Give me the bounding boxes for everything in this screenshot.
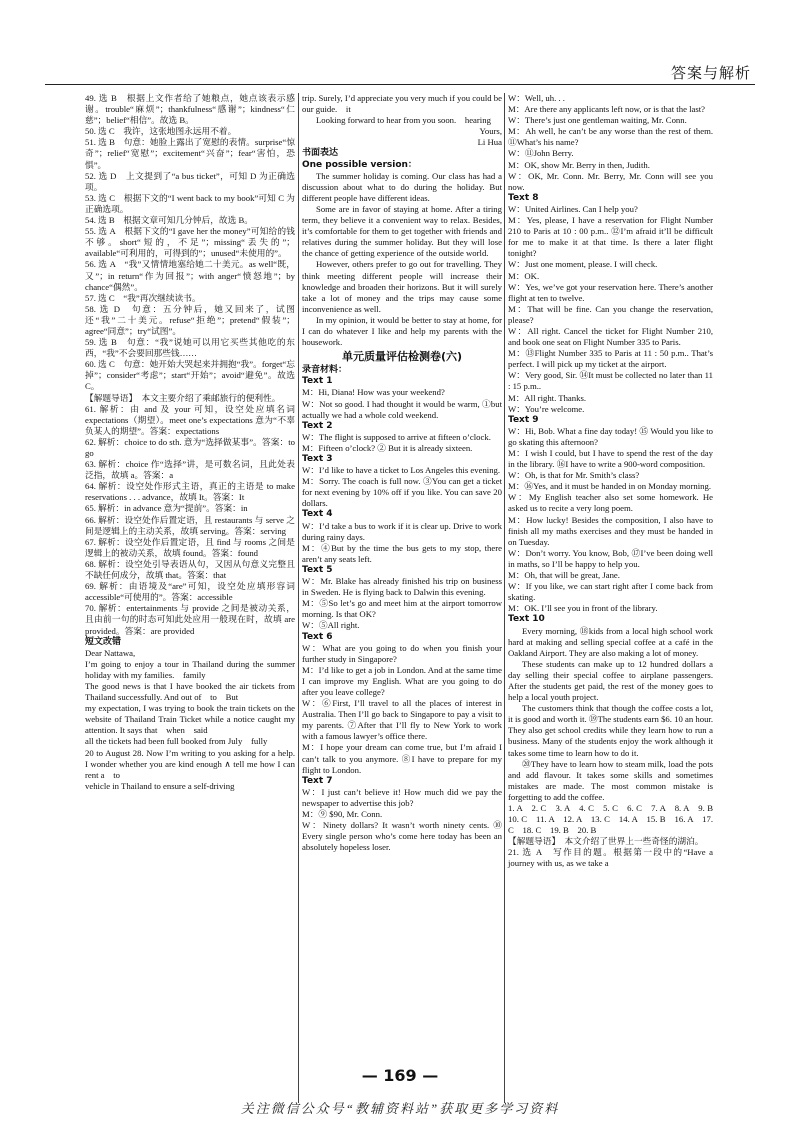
col1-paragraph: 69. 解析：由语境及“are”可知，设空处应填形容词 accessible“可使用的”。答案：accessible	[85, 581, 295, 603]
col2-paragraph: W：I just can’t believe it! How much did we pay the newspaper to advertise this job?	[302, 786, 502, 808]
col1-paragraph: 52. 选 D 上文提到了“a bus ticket”，可知 D 为正确选项。	[85, 170, 295, 192]
col3-paragraph: W：⑪John Berry.	[508, 148, 574, 159]
col1-paragraph: I’m going to enjoy a tour in Thailand during the summer holiday with my families. family	[85, 658, 295, 680]
col3-paragraph: W：Well, uh. . .	[508, 93, 565, 103]
col2-paragraph: M：⑤So let’s go and meet him at the airport tomorrow morning. Is that OK?	[302, 598, 502, 620]
col3-paragraph: M：How lucky! Besides the composition, I also have to finish all my maths exercises and they must be handed in on Tuesday.	[508, 514, 713, 547]
col2-paragraph: Text 1	[302, 376, 333, 387]
column-right	[508, 93, 722, 870]
col2-paragraph: The summer holiday is coming. Our class has had a discussion about what to do during the holiday. But different people have different ideas.	[302, 170, 502, 203]
col3-paragraph: M：I wish I could, but I have to spend the rest of the day in the library. ⑯I have to write a 900-word composition.	[508, 448, 713, 470]
col3-paragraph: W：Don’t worry. You know, Bob, ⑰I’ve been doing well in maths, so I’ll be happy to help you.	[508, 547, 713, 569]
col2-paragraph: M：Hi, Diana! How was your weekend?	[302, 387, 445, 398]
col2-paragraph: W：I’d like to have a ticket to Los Angeles this evening.	[302, 465, 501, 476]
col3-paragraph: M：OK, show Mr. Berry in then, Judith.	[508, 159, 650, 170]
col2-paragraph: M：I’d like to get a job in London. And at the same time I can improve my English. What are you going to do after you leave college?	[302, 664, 502, 697]
col1-paragraph: 51. 选 B 句意：她脸上露出了宽慰的表情。surprise“惊奇”；relief“宽慰”；excitement“兴奋”；fear“害怕，恐惧”。	[85, 137, 295, 170]
col2-paragraph: W：Mr. Blake has already finished his trip on business in Sweden. He is flying back to Dalwin this evening.	[302, 576, 502, 598]
col3-paragraph: W：Oh, is that for Mr. Smith’s class?	[508, 470, 640, 481]
col2-paragraph: 单元质量评估检测卷(六)	[341, 350, 463, 364]
col3-paragraph: M：Are there any applicants left now, or is that the last?	[508, 104, 706, 115]
column-divider	[504, 93, 505, 1103]
col3-paragraph: 1. A 2. C 3. A 4. C 5. C 6. C 7. A 8. A 9. B 10. C 11. A 12. A 13. C 14. A 15. B 16. A 17. C 18. C 19. B 20. B	[508, 803, 722, 836]
col2-paragraph: M：I hope your dream can come true, but I’m afraid I can’t talk to you anymore. ⑧I have to prepare for my flight to London.	[302, 742, 502, 775]
col3-paragraph: These students can make up to 12 hundred dollars a day selling their special coffee to airplane passengers. After the students get paid, the rest of the money goes to help a local youth project.	[508, 658, 713, 703]
col2-paragraph: W：Not so good. I had thought it would be warm, ①but actually we had a whole cold weekend.	[302, 398, 502, 420]
col1-paragraph: 短文改错	[85, 636, 122, 647]
footer-note: 关注微信公众号“教辅资料站”获取更多学习资料	[240, 1101, 560, 1116]
col1-paragraph: my expectation, I was trying to book the train tickets on the website of Thailand Train Ticket while a notice caught my attention. It says that when said	[85, 703, 295, 736]
col2-paragraph: Some are in favor of staying at home. After a tiring term, they believe it a convenient way to relax. Besides, it’s comfortable for them to get together with friends and relatives during the summer holiday. But they will lose the chance of getting experience of the outside world.	[302, 203, 502, 259]
col2-paragraph: 录音材料：	[302, 365, 348, 376]
col3-paragraph: M：All right. Thanks.	[508, 392, 587, 403]
col2-paragraph: W：I’d take a bus to work if it is clear up. Drive to work during rainy days.	[302, 520, 502, 542]
col2-paragraph: W：Ninety dollars? It wasn’t worth ninety cents. ⑩ Every single person who’s come here today has been an absolutely hopeless loser.	[302, 820, 502, 853]
col3-paragraph: Text 10	[508, 614, 545, 625]
column-left	[85, 93, 295, 792]
col2-paragraph: M：Fifteen o’clock? ② But it is already sixteen.	[302, 442, 473, 453]
col3-paragraph: W：You’re welcome.	[508, 403, 585, 414]
col2-paragraph: Yours,	[479, 126, 502, 137]
col3-paragraph: ⑳They have to learn how to steam milk, load the pots and add flavour. It takes some skills and sometimes mistakes are made. The most common mistake is forgetting to add the coffee.	[508, 758, 713, 802]
col2-paragraph: One possible version：	[302, 159, 417, 170]
col2-paragraph: Looking forward to hear from you soon. hearing	[316, 115, 491, 126]
col1-paragraph: vehicle in Thailand to ensure a self-driving	[85, 780, 235, 791]
col1-paragraph: 54. 选 B 根据文章可知几分钟后，故选 B。	[85, 215, 253, 226]
col1-paragraph: Dear Nattawa,	[85, 647, 136, 658]
col3-paragraph: M：That will be fine. Can you change the reservation, please?	[508, 303, 713, 325]
col1-paragraph: 56. 选 A “我”又情情地塞给她二十美元。as well“既，又”；in return“作为回报”；with anger“愤怒地”；by chance“偶然”。	[85, 259, 295, 292]
col2-paragraph: M：⑨ $90, Mr. Conn.	[302, 809, 383, 819]
col3-paragraph: M：Oh, that will be great, Jane.	[508, 570, 620, 581]
col1-paragraph: 【解题导语】 本文主要介绍了乘邮旅行的便利性。	[85, 392, 281, 403]
col2-paragraph: However, others prefer to go out for travelling. They think meeting different people will increase their knowledge and broaden their horizons. But it will surely take a lot of money and the trips may cause some inconvenience as well.	[302, 259, 502, 314]
col2-paragraph: Text 5	[302, 564, 333, 575]
col1-paragraph: all the tickets had been full booked from July fully	[85, 736, 268, 747]
page-header	[45, 58, 755, 85]
col2-paragraph: Text 7	[302, 775, 333, 786]
col1-paragraph: 49. 选 B 根据上文作者给了她粮点，她点该表示感谢。trouble“麻烦”；thankfulness“感谢”；kindness“仁慈”；belief“相信”。故选 B。	[85, 93, 295, 126]
col3-paragraph: W：There’s just one gentleman waiting, Mr. Conn.	[508, 115, 687, 126]
col2-paragraph: Text 4	[302, 509, 333, 520]
col3-paragraph: The customers think that though the coffee costs a lot, it is good and worth it. ⑲The students earn $6. 10 an hour. They also get school credits while they learn how to run a business. Many of the students enjoy the work although it takes some time to learn how to do it.	[508, 703, 713, 758]
col3-paragraph: M：Ah well, he can’t be any worse than the rest of them. ⑪What’s his name?	[508, 126, 713, 148]
col3-paragraph: W：Just one moment, please. I will check.	[508, 259, 658, 270]
page-number: — 169 —	[361, 1066, 439, 1085]
col1-paragraph: 60. 选 C 句意：她开始大哭起来并拥抱“我”。forget“忘掉”；consider“考虑”；start“开始”；avoid“避免”。故选 C。	[85, 359, 295, 392]
col3-paragraph: W：If you like, we can start right after I come back from skating.	[508, 581, 713, 603]
col3-paragraph: M：OK. I’ll see you in front of the library.	[508, 603, 658, 614]
col2-paragraph: Text 6	[302, 631, 333, 642]
col1-paragraph: 63. 解析：choice 作“选择”讲，是可数名词，且此处表泛指，故填 a。答案：a	[85, 459, 295, 481]
col3-paragraph: M：⑯Yes, and it must be handed in on Monday morning.	[508, 481, 712, 492]
col3-paragraph: W：Very good, Sir. ⑭It must be collected no later than 11 : 15 p.m..	[508, 370, 713, 392]
col2-paragraph: trip. Surely, I’d appreciate you very much if you could be our guide. it	[302, 93, 502, 115]
col3-paragraph: W：Hi, Bob. What a fine day today! ⑮ Would you like to go skating this afternoon?	[508, 425, 713, 447]
col1-paragraph: 61. 解析：由 and 及 your 可知，设空处应填名词 expectations（期望）。meet one’s expectations 意为“不辜负某人的期望”。答案：expectations	[85, 403, 295, 436]
col2-paragraph: M：Sorry. The coach is full now. ③You can get a ticket for next evening by 10% off if you like. You can save 20 dollars.	[302, 476, 502, 509]
col2-paragraph: Text 2	[302, 420, 333, 431]
col2-paragraph: M：④But by the time the bus gets to my stop, there aren’t any seats left.	[302, 542, 502, 564]
col1-paragraph: 66. 解析：设空处作后置定语，且 restaurants 与 serve 之间是逻辑上的主动关系，故填 serving。答案：serving	[85, 514, 295, 536]
col2-paragraph: W：⑥First, I’ll travel to all the places of interest in Australia. Then I’ll go back to Singapore to pay a visit to my parents. ⑦After that I’ll fly to New York to work with a famous lawyer’s office there.	[302, 698, 502, 742]
col2-paragraph: Li Hua	[477, 137, 502, 148]
col2-paragraph: Text 3	[302, 454, 333, 464]
col3-paragraph: W：United Airlines. Can I help you?	[508, 203, 638, 214]
col2-paragraph: W：What are you going to do when you finish your further study in Singapore?	[302, 642, 502, 664]
col3-paragraph: Every morning, ⑱kids from a local high school work hard at making and selling special coffee at a café in the Oakland Airport. They are also making a lot of money.	[508, 625, 713, 658]
col3-paragraph: Text 9	[508, 414, 539, 425]
col3-paragraph: W：My English teacher also set some homework. He asked us to recite a very long poem.	[508, 492, 713, 514]
col1-paragraph: 20 to August 28. Now I’m writing to you asking for a help. I wonder whether you are kind enough ∧ tell me how I can rent a to	[85, 747, 295, 780]
col3-paragraph: 21. 选 A 写作目的题。根据第一段中的“Have a journey with us, as we take a	[508, 847, 713, 869]
col3-paragraph: M：Yes, please, I have a reservation for Flight Number 210 to Paris at 10 : 00 p.m.. ⑫I’m afraid it’ll be difficult for me to make it at that time. Is there a later flight tonight?	[508, 215, 713, 259]
col1-paragraph: 55. 选 A 根据下文的“I gave her the money”可知给的钱不够。short“短的，不足”；missing“丢失的”；available“可利用的，可得到的”；unused“未使用的”。	[85, 226, 295, 259]
col2-paragraph: In my opinion, it would be better to stay at home, for I can do whatever I like and help my parents with the housework.	[302, 314, 502, 348]
column-middle	[302, 93, 502, 853]
col3-paragraph: W：All right. Cancel the ticket for Flight Number 210, and book one seat on Flight Number 335 to Paris.	[508, 325, 713, 348]
col3-paragraph: M：⑬Flight Number 335 to Paris at 11 : 50 p.m.. That’s perfect. I will pick up my ticket at the airport.	[508, 348, 713, 370]
col3-paragraph: 【解题导语】 本文介绍了世界上一些奇怪的湖泊。	[508, 836, 704, 847]
col1-paragraph: 70. 解析：entertainments 与 provide 之间是被动关系，且由前一句的时态可知此处应用一般现在时，故填 are provided。答案：are provided	[85, 603, 295, 636]
col1-paragraph: 58. 选 D 句意：五分钟后，她又回来了，试图还“我”二十美元。refuse“拒绝”；pretend“假装”；agree“同意”；try“试图”。	[85, 303, 295, 336]
col1-paragraph: 65. 解析：in advance 意为“提前”。答案：in	[85, 503, 248, 514]
col1-paragraph: 64. 解析：设空处作形式主语，真正的主语是 to make reservations . . . advance，故填 It。答案：It	[85, 481, 295, 503]
col2-paragraph: W：The flight is supposed to arrive at fifteen o’clock.	[302, 431, 491, 442]
col1-paragraph: 67. 解析：设空处作后置定语，且 find 与 rooms 之间是逻辑上的被动关系，故填 found。答案：found	[85, 536, 295, 558]
col1-paragraph: 53. 选 C 根据下文的“I went back to my book”可知 C 为正确选项。	[85, 192, 295, 214]
column-divider	[298, 93, 299, 1103]
col3-paragraph: W：Yes, we’ve got your reservation here. There’s another flight at ten to twelve.	[508, 281, 713, 303]
col2-paragraph: 书面表达	[302, 148, 339, 159]
col1-paragraph: 62. 解析：choice to do sth. 意为“选择做某事”。答案：to go	[85, 436, 295, 458]
col1-paragraph: 59. 选 B 句意：“我”说她可以用它买些其他吃的东西，“我”不会要回那些钱……	[85, 337, 295, 359]
col1-paragraph: The good news is that I have booked the air tickets from Thailand successfully. And out of to But	[85, 680, 295, 703]
col1-paragraph: 50. 选 C 我许，这张地图永远用不着。	[85, 126, 237, 137]
col3-paragraph: W：OK, Mr. Conn. Mr. Berry, Mr. Conn will see you now.	[508, 170, 713, 192]
col1-paragraph: 68. 解析：设空处引导表语从句，又因从句意义完整且不缺任何成分，故填 that。答案：that	[85, 558, 295, 581]
col3-paragraph: M：OK.	[508, 270, 540, 281]
section-title: 答案与解析	[670, 64, 751, 82]
col2-paragraph: W：⑤All right.	[302, 620, 360, 631]
col3-paragraph: Text 8	[508, 192, 539, 203]
col1-paragraph: 57. 选 C “我”再次继续读书。	[85, 292, 201, 303]
